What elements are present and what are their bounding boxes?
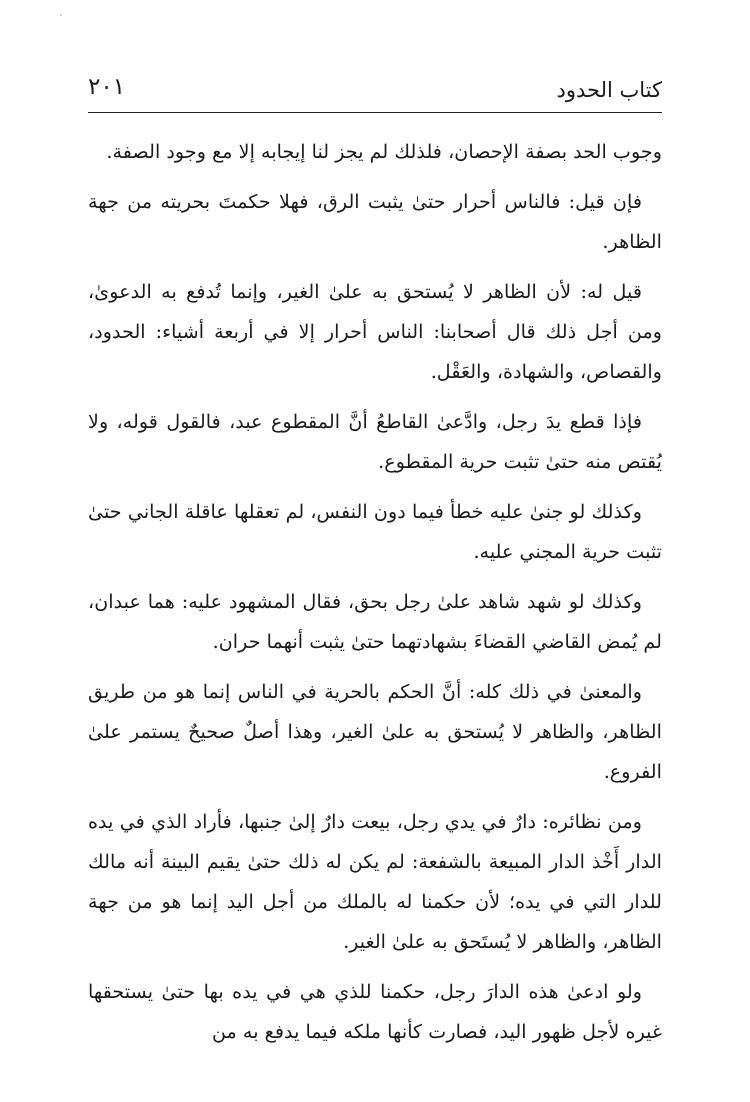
paragraph: والمعنىٰ في ذلك كله: أنَّ الحكم بالحرية في الناس إنما هو من طريق الظاهر، والظاهر لا يُستحق به علىٰ الغير، وهذا أصلٌ صحيحٌ يستمر علىٰ الفروع. <box>88 680 662 783</box>
header-rule <box>88 112 662 113</box>
paragraph: قيل له: لأن الظاهر لا يُستحق به علىٰ الغير، وإنما تُدفع به الدعوىٰ، ومن أجل ذلك قال أصحابنا: الناس أحرار إلا في أربعة أشياء: الحدود، والقصاص، والشهادة، والعَقْل. <box>88 280 662 383</box>
body-text <box>88 132 662 1052</box>
paragraph: وكذلك لو جنىٰ عليه خطأ فيما دون النفس، لم تعقلها عاقلة الجاني حتىٰ تثبت حرية المجني عليه. <box>88 500 662 563</box>
chapter-title: كتاب الحدود <box>556 78 662 102</box>
paragraph: فإذا قطع يدَ رجل، وادَّعىٰ القاطعُ أنَّ المقطوع عبد، فالقول قوله، ولا يُقتص منه حتىٰ تثبت حرية المقطوع. <box>88 410 662 473</box>
paragraph: وجوب الحد بصفة الإحصان، فلذلك لم يجز لنا إيجابه إلا مع وجود الصفة. <box>106 140 662 163</box>
scan-speck <box>60 14 62 16</box>
paragraph: ولو ادعىٰ هذه الدارَ رجل، حكمنا للذي هي في يده بها حتىٰ يستحقها غيره لأجل ظهور اليد، فصارت كأنها ملكه فيما يدفع به من <box>88 980 662 1043</box>
paragraph: ومن نظائره: دارٌ في يدي رجل، بيعت دارٌ إلىٰ جنبها، فأراد الذي في يده الدار أَخْذ الدار المبيعة بالشفعة: لم يكن له ذلك حتىٰ يقيم البينة أنه مالك للدار التي في يده؛ لأن حكمنا له بالملك من أجل اليد إنما هو من جهة الظاهر، والظاهر لا يُستَحق به علىٰ الغير. <box>88 810 662 953</box>
paragraph: فإن قيل: فالناس أحرار حتىٰ يثبت الرق، فهلا حكمتَ بحريته من جهة الظاهر. <box>88 190 662 253</box>
paragraph: وكذلك لو شهد شاهد علىٰ رجل بحق، فقال المشهود عليه: هما عبدان، لم يُمض القاضي القضاءَ بشهادتهما حتىٰ يثبت أنهما حران. <box>88 590 662 653</box>
running-header <box>88 68 662 112</box>
page-number: ٢٠١ <box>88 74 126 100</box>
